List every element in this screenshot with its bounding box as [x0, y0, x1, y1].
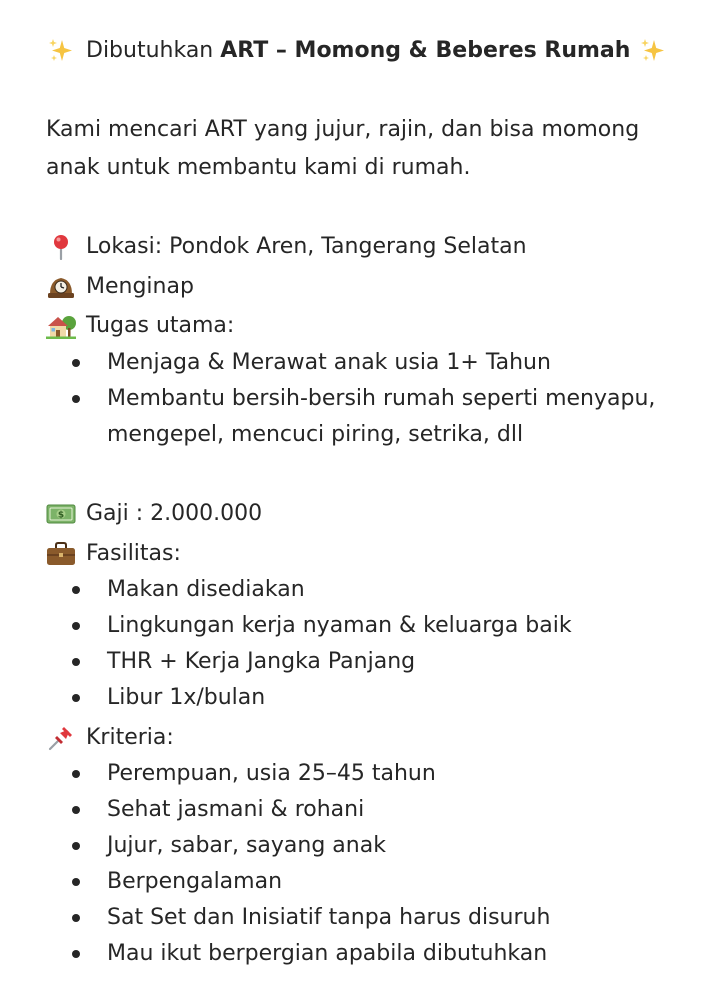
- location-row: [46, 232, 527, 262]
- duty-item-2-line-1: Membantu bersih-bersih rumah seperti menyapu,: [107, 386, 656, 411]
- facilities-heading: Fasilitas:: [86, 541, 181, 566]
- list-item: [72, 900, 550, 936]
- bullet-dot: [72, 914, 80, 922]
- sparkles-icon: [638, 36, 668, 66]
- list-item: [72, 936, 547, 972]
- briefcase-icon: [46, 539, 76, 569]
- list-item: [72, 792, 364, 828]
- title-bold: ART – Momong & Beberes Rumah: [220, 38, 631, 63]
- duties-heading-row: [46, 311, 234, 341]
- intro-line-2: anak untuk membantu kami di rumah.: [46, 155, 471, 180]
- duty-item-1: Menjaga & Merawat anak usia 1+ Tahun: [107, 350, 551, 375]
- bullet-dot: [72, 694, 80, 702]
- list-item: [72, 572, 305, 608]
- bullet-dot: [72, 770, 80, 778]
- title-row: [46, 36, 668, 66]
- criteria-heading: Kriteria:: [86, 725, 174, 750]
- location-text: Lokasi: Pondok Aren, Tangerang Selatan: [86, 234, 527, 259]
- intro-paragraph: [46, 111, 666, 187]
- bullet-dot: [72, 586, 80, 594]
- list-item: [72, 608, 572, 644]
- svg-text:$: $: [57, 510, 65, 521]
- list-item: [72, 756, 436, 792]
- duty-item-2-line-2: mengepel, mencuci piring, setrika, dll: [107, 422, 524, 447]
- sparkles-icon: [46, 36, 76, 66]
- dollar-banknote-icon: [46, 499, 76, 529]
- stay-text: Menginap: [86, 274, 194, 299]
- criteria-item-5: Sat Set dan Inisiatif tanpa harus disuruh: [107, 905, 551, 930]
- list-item: [72, 345, 551, 381]
- salary-row: [46, 499, 262, 529]
- round-pushpin-icon: [46, 232, 76, 262]
- mantelpiece-clock-icon: [46, 272, 76, 302]
- criteria-item-3: Jujur, sabar, sayang anak: [107, 833, 386, 858]
- bullet-dot: [72, 842, 80, 850]
- bullet-dot: [72, 622, 80, 630]
- bullet-dot: [72, 395, 80, 403]
- criteria-heading-row: [46, 723, 174, 753]
- facility-item-1: Makan disediakan: [107, 577, 305, 602]
- bullet-dot: [72, 658, 80, 666]
- list-item: [72, 828, 386, 864]
- intro-line-1: Kami mencari ART yang jujur, rajin, dan bisa momong: [46, 117, 640, 142]
- list-item: [72, 381, 655, 453]
- duties-heading: Tugas utama:: [86, 313, 235, 338]
- criteria-item-4: Berpengalaman: [107, 869, 283, 894]
- list-item: [72, 864, 282, 900]
- list-item: [72, 680, 265, 716]
- facility-item-2: Lingkungan kerja nyaman & keluarga baik: [107, 613, 572, 638]
- bullet-dot: [72, 806, 80, 814]
- criteria-item-2: Sehat jasmani & rohani: [107, 797, 365, 822]
- criteria-item-6: Mau ikut berpergian apabila dibutuhkan: [107, 941, 548, 966]
- criteria-item-1: Perempuan, usia 25–45 tahun: [107, 761, 436, 786]
- bullet-dot: [72, 950, 80, 958]
- bullet-dot: [72, 878, 80, 886]
- house-with-garden-icon: [46, 311, 76, 341]
- facility-item-3: THR + Kerja Jangka Panjang: [107, 649, 416, 674]
- list-item: [72, 644, 415, 680]
- facility-item-4: Libur 1x/bulan: [107, 685, 266, 710]
- salary-text: Gaji : 2.000.000: [86, 501, 263, 526]
- bullet-dot: [72, 359, 80, 367]
- stay-row: [46, 272, 194, 302]
- title-prefix: Dibutuhkan: [86, 38, 221, 63]
- facilities-heading-row: [46, 539, 181, 569]
- pushpin-icon: [46, 723, 76, 753]
